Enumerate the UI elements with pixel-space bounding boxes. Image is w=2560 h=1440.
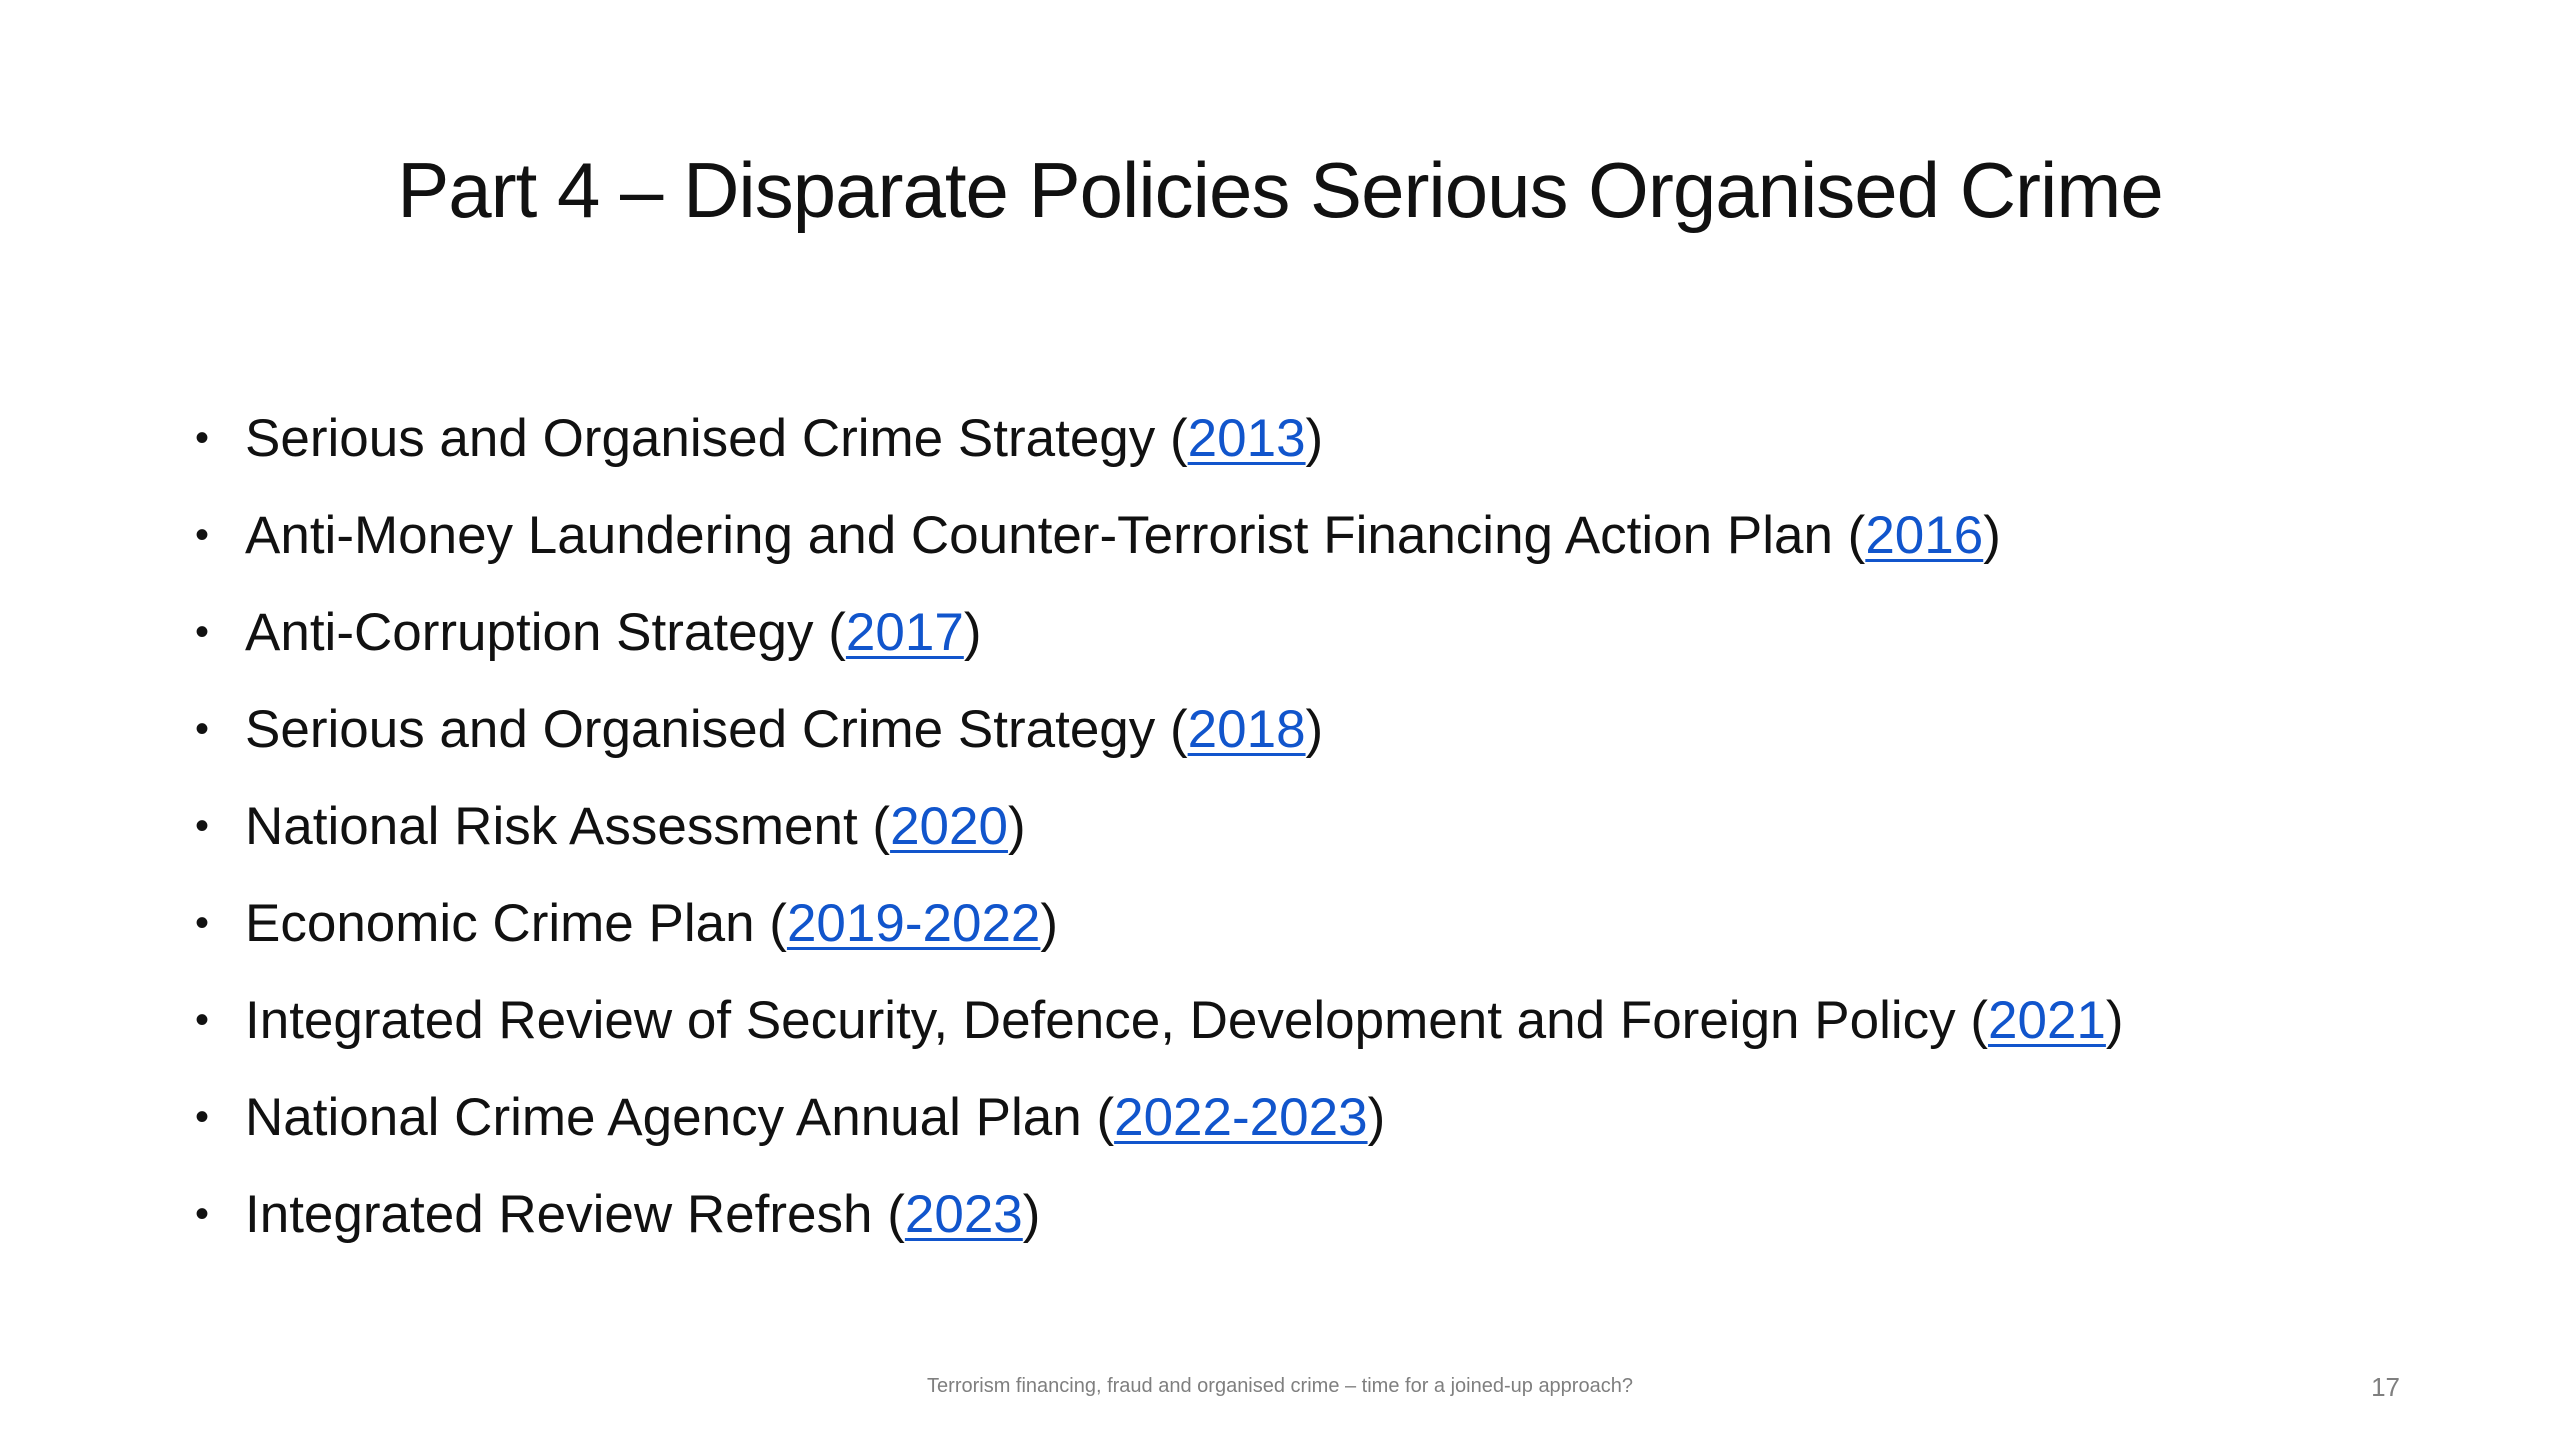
item-suffix: ) — [1305, 700, 1324, 759]
bullet-icon: • — [195, 1095, 210, 1139]
policy-list — [195, 390, 2124, 1263]
bullet-icon: • — [195, 513, 210, 557]
list-item — [195, 1166, 2124, 1263]
item-suffix: ) — [2105, 991, 2124, 1050]
item-text: National Crime Agency Annual Plan ( — [245, 1088, 1115, 1147]
year-link[interactable]: 2017 — [845, 603, 964, 662]
year-link[interactable]: 2018 — [1187, 700, 1306, 759]
list-item — [195, 1069, 2124, 1166]
bullet-icon: • — [195, 998, 210, 1042]
list-item — [195, 875, 2124, 972]
year-link[interactable]: 2013 — [1187, 409, 1306, 468]
item-text: Serious and Organised Crime Strategy ( — [245, 409, 1188, 468]
year-link[interactable]: 2023 — [904, 1185, 1023, 1244]
item-suffix: ) — [1305, 409, 1324, 468]
list-item — [195, 972, 2124, 1069]
list-item — [195, 778, 2124, 875]
item-suffix: ) — [1022, 1185, 1041, 1244]
item-text: Integrated Review of Security, Defence, Development and Foreign Policy ( — [245, 991, 1988, 1050]
item-suffix: ) — [1040, 894, 1059, 953]
list-item — [195, 390, 2124, 487]
item-text: National Risk Assessment ( — [245, 797, 891, 856]
bullet-icon: • — [195, 804, 210, 848]
list-item — [195, 487, 2124, 584]
page-number: 17 — [2371, 1372, 2400, 1402]
year-link[interactable]: 2016 — [1865, 506, 1984, 565]
bullet-icon: • — [195, 610, 210, 654]
item-suffix: ) — [1983, 506, 2001, 565]
year-link[interactable]: 2021 — [1988, 991, 2106, 1050]
list-item — [195, 584, 2124, 681]
year-link[interactable]: 2019-2022 — [786, 894, 1041, 953]
item-text: Serious and Organised Crime Strategy ( — [245, 700, 1188, 759]
item-suffix: ) — [1367, 1088, 1386, 1147]
year-link[interactable]: 2022-2023 — [1114, 1088, 1368, 1147]
bullet-icon: • — [195, 1192, 210, 1236]
slide-title: Part 4 – Disparate Policies Serious Organised Crime — [397, 146, 2163, 234]
list-item — [195, 681, 2124, 778]
bullet-icon: • — [195, 901, 210, 945]
item-text: Anti-Corruption Strategy ( — [245, 603, 846, 662]
item-text: Integrated Review Refresh ( — [245, 1185, 905, 1244]
footer-text: Terrorism financing, fraud and organised crime – time for a joined-up approach? — [927, 1375, 1633, 1397]
item-text: Economic Crime Plan ( — [245, 894, 787, 953]
item-text: Anti-Money Laundering and Counter-Terrorist Financing Action Plan ( — [245, 506, 1866, 565]
item-suffix: ) — [1007, 797, 1026, 856]
item-suffix: ) — [963, 603, 982, 662]
bullet-icon: • — [195, 416, 210, 460]
bullet-icon: • — [195, 707, 210, 751]
year-link[interactable]: 2020 — [890, 797, 1008, 856]
